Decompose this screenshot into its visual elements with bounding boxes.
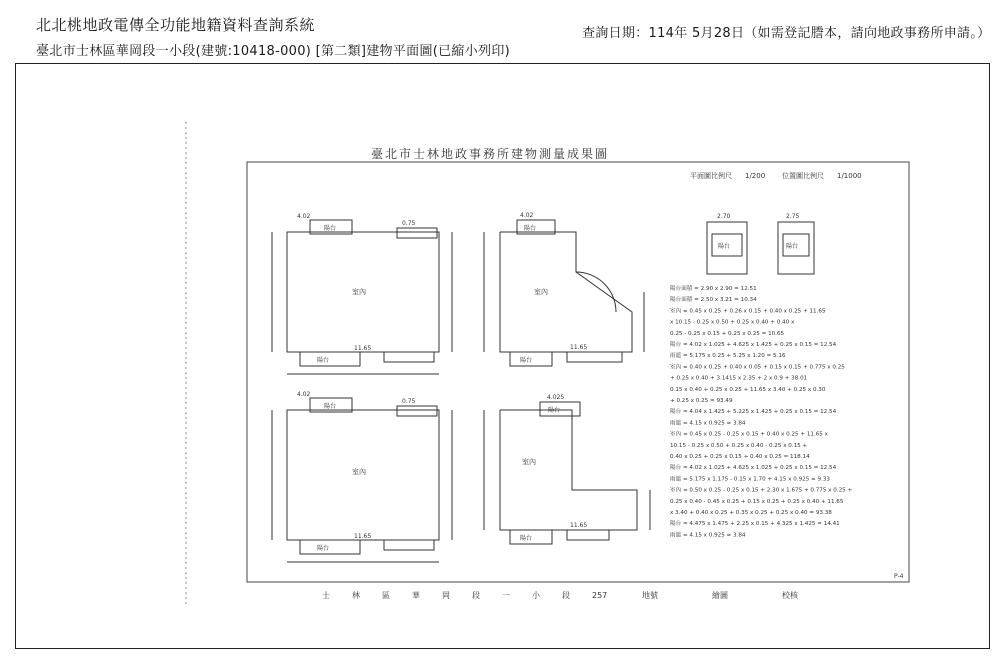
calc-line: 陽台 = 4.04 x 1.425 + 5.225 x 1.425 + 0.25 x 0.15 = 12.54: [670, 409, 837, 416]
query-date: 查詢日期：114年 5月28日（如需登記謄本，請向地政事務所申請。）: [582, 26, 991, 41]
calc-line: 0.25 - 0.25 x 0.15 + 0.25 x 0.25 = 10.65: [670, 330, 785, 337]
calc-line: 陽台 = 4.475 x 1.475 + 2.25 x 0.15 + 4.325 x 1.425 = 14.41: [670, 521, 840, 528]
calc-line: 室內 = 0.40 x 0.25 + 0.40 x 0.05 + 0.15 x 0.15 + 0.775 x 0.25: [670, 364, 845, 371]
unit-c-room: 室內: [352, 468, 366, 476]
scanned-floor-plan: [172, 112, 917, 617]
calc-line: + 0.25 x 0.25 = 93.49: [670, 398, 733, 404]
unit-d-room: 室內: [522, 458, 536, 466]
bottom-row-cell: 小: [532, 591, 540, 600]
legend-b-label: 陽台: [786, 243, 799, 250]
plan-title: 臺北市士林地政事務所建物測量成果圖: [370, 147, 610, 161]
legend-a-label: 陽台: [718, 243, 731, 250]
calc-line: 室內 = 0.45 x 0.25 + 0.26 x 0.15 + 0.40 x 0.25 + 11.65: [670, 308, 826, 315]
bottom-row-cell: 段: [472, 591, 480, 600]
document-subtitle: 臺北市士林區華岡段一小段(建號:10418-000) [第二類]建物平面圖(已縮小列印): [36, 44, 511, 59]
bottom-row-cell: 257: [592, 591, 608, 600]
location-label: 位置圖比例尺: [782, 172, 824, 180]
bottom-row-cell: 林: [352, 591, 360, 600]
unit-d-top-dim: 4.025: [547, 394, 565, 401]
calc-line: 陽台 = 4.02 x 1.025 + 4.625 x 1.425 + 0.25 x 0.15 = 12.54: [670, 342, 837, 348]
unit-a-room: 室內: [352, 288, 366, 296]
unit-c-balcony-top: 陽台: [324, 403, 337, 410]
unit-b-bottom-dim: 11.65: [570, 344, 588, 351]
calc-line: 0.15 x 0.40 + 0.25 x 0.25 + 11.65 x 3.40 + 0.25 x 0.30: [670, 386, 826, 393]
scale-value: 1/200: [745, 172, 766, 180]
calc-line: 10.15 - 0.25 x 0.50 + 0.25 x 0.40 - 0.25 x 0.15 +: [670, 442, 808, 449]
calc-line: 陽台 = 4.02 x 1.025 + 4.625 x 1.025 + 0.25 x 0.15 = 12.54: [670, 465, 837, 472]
unit-d-plan: [484, 402, 650, 544]
unit-c-top-right-dim: 0.75: [402, 398, 416, 405]
unit-d-balcony-bottom: 陽台: [520, 535, 533, 542]
bottom-row-cell: 地號: [642, 591, 658, 600]
bottom-row-cell: 華: [412, 591, 420, 600]
calc-line: 雨遮 = 4.15 x 0.925 = 3.84: [670, 420, 746, 427]
unit-c-bottom-dim: 11.65: [354, 533, 372, 540]
calc-line: 雨遮 = 4.15 x 0.925 = 3.84: [670, 532, 746, 539]
drawing-border: [247, 162, 909, 582]
unit-a-balcony-bottom: 陽台: [317, 357, 330, 364]
calc-line: 室內 = 0.45 x 0.25 - 0.25 x 0.15 + 0.40 x 0.25 + 11.65 x: [670, 431, 828, 438]
bottom-row-cell: 一: [502, 591, 510, 600]
calc-line: 陽台面積 = 2.50 x 3.21 = 10.34: [670, 297, 757, 304]
unit-a-balcony-top: 陽台: [324, 225, 337, 232]
scale-label: 平面圖比例尺: [690, 172, 732, 180]
calc-line: 室內 = 0.50 x 0.25 - 0.25 x 0.15 + 2.30 x 1.675 + 0.775 x 0.25 +: [670, 487, 853, 494]
bottom-row-cell: 段: [562, 591, 570, 600]
system-title: 北北桃地政電傳全功能地籍資料查詢系統: [36, 16, 316, 34]
calc-line: 0.25 x 0.40 - 0.45 x 0.25 + 0.15 x 0.25 + 0.25 x 0.40 + 11.65: [670, 498, 844, 505]
unit-c-top-dim: 4.02: [297, 391, 311, 398]
calc-line: 雨遮 = 5.175 x 0.25 + 5.25 x 1.20 = 5.16: [670, 353, 786, 360]
calc-line: 0.40 x 0.25 + 0.25 x 0.15 + 0.40 x 0.25 = 118.14: [670, 454, 810, 460]
bottom-row-cell: 校核: [782, 591, 798, 600]
calc-line: 雨遮 = 5.175 x 1.175 - 0.15 x 1.70 + 4.15 x 0.925 = 9.33: [670, 476, 830, 483]
unit-b-room: 室內: [534, 288, 548, 296]
unit-b-balcony-top: 陽台: [524, 225, 537, 232]
unit-d-bottom-dim: 11.65: [570, 522, 588, 529]
unit-c-balcony-bottom: 陽台: [317, 545, 330, 552]
unit-a-top-right-dim: 0.75: [402, 220, 416, 227]
bottom-label-row: [322, 590, 799, 600]
legend-a-dim: 2.70: [717, 213, 731, 220]
unit-b-plan: [484, 220, 644, 366]
calc-line: + 0.25 x 0.40 + 3.1415 x 2.35 + 2 x 0.9 + 38.01: [670, 375, 808, 382]
calc-line: x 3.40 + 0.40 x 0.25 + 0.35 x 0.25 + 0.25 x 0.40 = 93.38: [670, 510, 832, 516]
area-calculations: [670, 284, 852, 538]
location-value: 1/1000: [837, 172, 862, 180]
bottom-row-cell: 士: [322, 591, 330, 600]
unit-b-top-dim: 4.02: [520, 212, 534, 219]
bottom-row-cell: 區: [382, 591, 390, 600]
floor-plan-drawing: [172, 112, 917, 617]
unit-a-top-dim: 4.02: [297, 213, 311, 220]
calc-line: 陽台面積 = 2.90 x 2.90 = 12.51: [670, 286, 757, 292]
legend-b-dim: 2.75: [786, 213, 800, 220]
unit-d-balcony-top: 陽台: [548, 407, 561, 414]
bottom-row-cell: 繪圖: [712, 591, 728, 600]
bottom-row-cell: 岡: [442, 591, 450, 600]
calc-line: x 10.15 - 0.25 x 0.50 + 0.25 x 0.40 + 0.40 x: [670, 319, 795, 326]
unit-b-balcony-bottom: 陽台: [520, 357, 533, 364]
unit-a-bottom-dim: 11.65: [354, 345, 372, 352]
page-number: P-4: [894, 573, 904, 580]
